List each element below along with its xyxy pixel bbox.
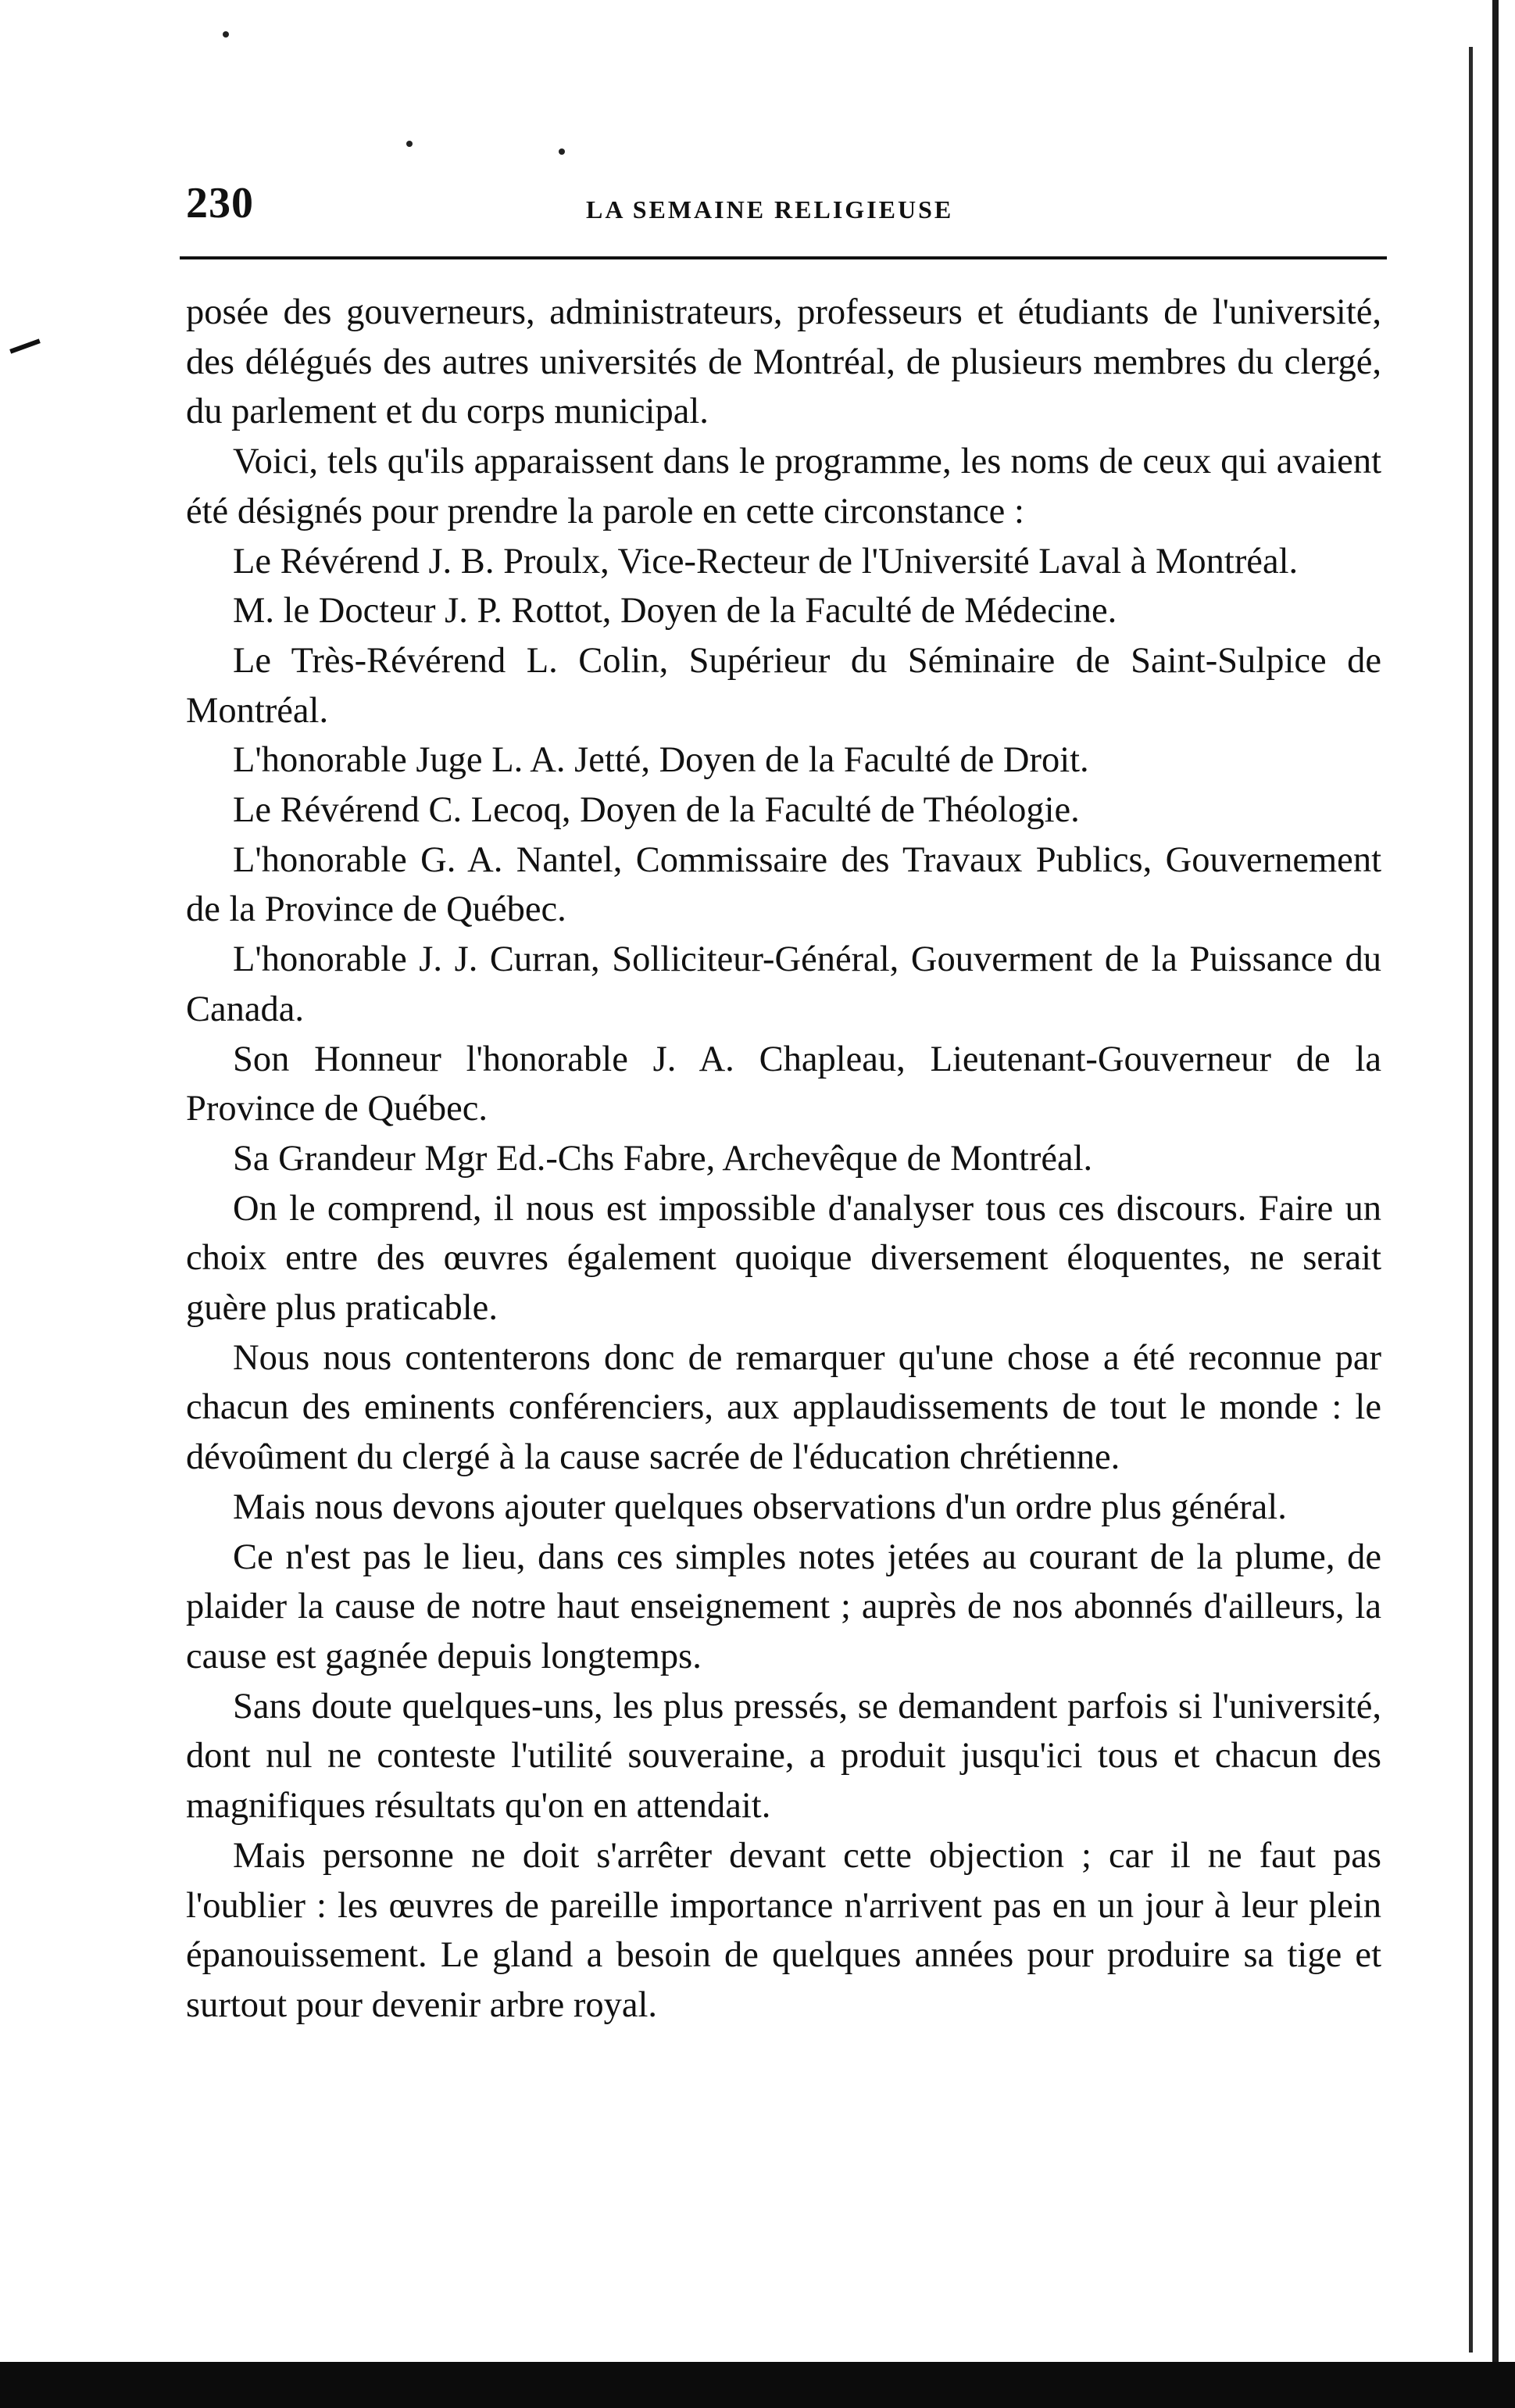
paragraph: Nous nous contenterons donc de remarquer qu'une chose a été reconnue par chacun des eminents conférenciers, aux applaudissements de tout le monde : le dévoûment du clergé à la cause sacrée de l'éducation chrétienne. — [186, 1337, 1381, 1478]
speck — [223, 31, 229, 38]
margin-mark — [9, 338, 41, 353]
page-edge — [1492, 0, 1499, 2408]
paragraph: Ce n'est pas le lieu, dans ces simples notes jetées au courant de la plume, de plaider la cause de notre haut enseignement ; auprès de nos abonnés d'ailleurs, la cause est gagnée depuis longtemps. — [186, 1537, 1381, 1676]
page-number: 230 — [186, 179, 254, 227]
paragraph: L'honorable G. A. Nantel, Commissaire des Travaux Publics, Gouvernement de la Province de Québec. — [186, 839, 1381, 930]
paragraph: Mais nous devons ajouter quelques observations d'un ordre plus général. — [233, 1487, 1287, 1527]
paragraph: L'honorable Juge L. A. Jetté, Doyen de la Faculté de Droit. — [233, 740, 1089, 781]
body-text — [186, 288, 1381, 2031]
paragraph: M. le Docteur J. P. Rottot, Doyen de la Faculté de Médecine. — [233, 591, 1117, 632]
paragraph: posée des gouverneurs, administrateurs, professeurs et étudiants de l'université, des délégués des autres universités de Montréal, de plusieurs membres du clergé, du parlement et du corps municipal. — [186, 292, 1381, 432]
speck — [406, 141, 413, 147]
running-title: LA SEMAINE RELIGIEUSE — [586, 195, 954, 224]
paragraph: Le Très-Révérend L. Colin, Supérieur du Séminaire de Saint-Sulpice de Montréal. — [186, 640, 1381, 731]
page-header — [180, 178, 1383, 241]
scan-bottom-border — [0, 2362, 1515, 2408]
paragraph: Le Révérend C. Lecoq, Doyen de la Faculté de Théologie. — [233, 790, 1080, 831]
header-rule — [180, 256, 1387, 259]
paragraph: Sans doute quelques-uns, les plus pressés, se demandent parfois si l'université, dont nul ne conteste l'utilité souveraine, a produit jusqu'ici tous et chacun des magnifiques résultats qu'on en attendait. — [186, 1686, 1381, 1827]
paragraph: Mais personne ne doit s'arrêter devant cette objection ; car il ne faut pas l'oublier : les œuvres de pareille importance n'arrivent pas en un jour à leur plein épanouissement. Le gland a besoin de quelques années pour produire sa tige et surtout pour devenir arbre royal. — [186, 1835, 1381, 2025]
page-edge-shadow — [1469, 47, 1473, 2353]
paragraph: Le Révérend J. B. Proulx, Vice-Recteur de l'Université Laval à Montréal. — [233, 541, 1299, 581]
paragraph: Son Honneur l'honorable J. A. Chapleau, Lieutenant-Gouverneur de la Province de Québec. — [186, 1039, 1381, 1129]
paragraph: On le comprend, il nous est impossible d'analyser tous ces discours. Faire un choix entre des œuvres également quoique diversement éloquentes, ne serait guère plus praticable. — [186, 1188, 1381, 1329]
speck — [559, 148, 565, 155]
paragraph: Sa Grandeur Mgr Ed.-Chs Fabre, Archevêque de Montréal. — [233, 1138, 1093, 1179]
paragraph: Voici, tels qu'ils apparaissent dans le programme, les noms de ceux qui avaient été désignés pour prendre la parole en cette circonstance : — [186, 442, 1381, 531]
paragraph: L'honorable J. J. Curran, Solliciteur-Général, Gouverment de la Puissance du Canada. — [186, 939, 1381, 1029]
